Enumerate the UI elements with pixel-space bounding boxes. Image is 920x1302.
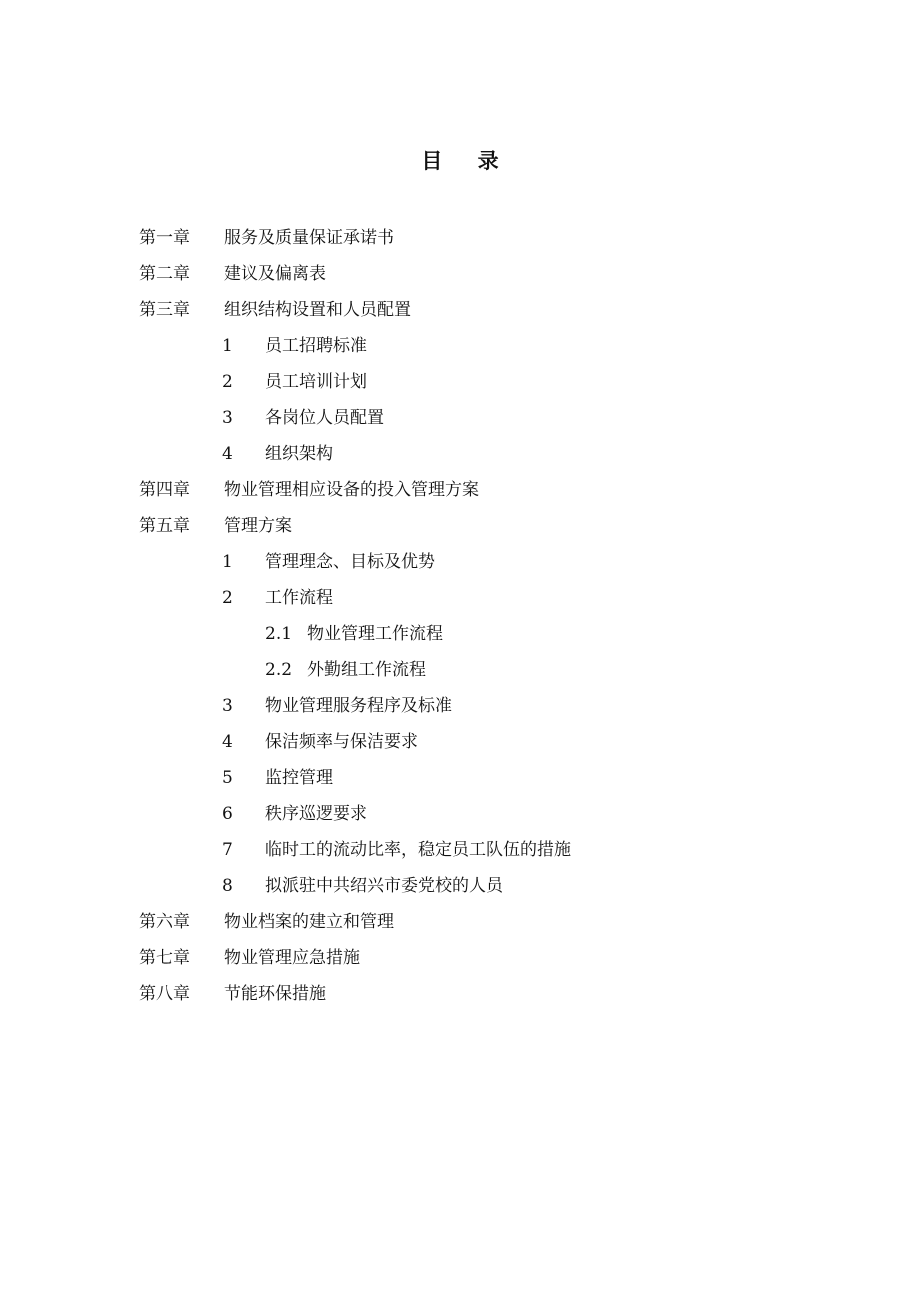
toc-entry-number: 8 [222, 876, 233, 896]
toc-entry-number: 2.2 [265, 660, 293, 680]
toc-entry-number: 5 [222, 768, 233, 788]
toc-entry-chapter [0, 474, 920, 510]
toc-entry-number: 4 [222, 732, 233, 752]
toc-entry-label: 组织结构设置和人员配置 [224, 300, 411, 320]
toc-entry-number: 4 [222, 444, 233, 464]
toc-entry-section [0, 366, 920, 402]
toc-entry-number: 3 [222, 696, 233, 716]
toc-entry-label: 管理理念、目标及优势 [265, 552, 435, 572]
toc-entry-number: 3 [222, 408, 233, 428]
toc-entry-chapter [0, 294, 920, 330]
table-of-contents [0, 222, 920, 1014]
toc-entry-label: 工作流程 [265, 588, 333, 608]
toc-entry-number: 1 [222, 336, 233, 356]
toc-entry-label: 员工培训计划 [265, 372, 367, 392]
toc-entry-label: 物业档案的建立和管理 [224, 912, 394, 932]
toc-entry-label: 临时工的流动比率，稳定员工队伍的措施 [265, 840, 571, 860]
toc-entry-section [0, 726, 920, 762]
toc-entry-number: 第八章 [139, 984, 190, 1004]
toc-entry-number: 第五章 [139, 516, 190, 536]
toc-entry-label: 物业管理工作流程 [307, 624, 443, 644]
toc-entry-label: 外勤组工作流程 [307, 660, 426, 680]
toc-entry-section [0, 582, 920, 618]
toc-entry-label: 服务及质量保证承诺书 [224, 228, 394, 248]
toc-entry-number: 2 [222, 372, 233, 392]
toc-entry-sub [0, 654, 920, 690]
toc-entry-chapter [0, 978, 920, 1014]
toc-entry-label: 物业管理应急措施 [224, 948, 360, 968]
toc-entry-number: 第六章 [139, 912, 190, 932]
toc-entry-number: 第一章 [139, 228, 190, 248]
page-title: 目 录 [421, 149, 513, 173]
toc-entry-section [0, 798, 920, 834]
toc-entry-number: 7 [222, 840, 233, 860]
toc-entry-number: 第七章 [139, 948, 190, 968]
toc-entry-label: 监控管理 [265, 768, 333, 788]
toc-entry-section [0, 762, 920, 798]
toc-entry-label: 建议及偏离表 [224, 264, 326, 284]
toc-entry-label: 组织架构 [265, 444, 333, 464]
toc-entry-section [0, 438, 920, 474]
toc-entry-label: 拟派驻中共绍兴市委党校的人员 [265, 876, 503, 896]
toc-entry-label: 物业管理相应设备的投入管理方案 [224, 480, 479, 500]
toc-entry-sub [0, 618, 920, 654]
toc-entry-section [0, 870, 920, 906]
toc-entry-number: 第四章 [139, 480, 190, 500]
toc-entry-number: 2.1 [265, 624, 293, 644]
toc-entry-section [0, 402, 920, 438]
toc-entry-chapter [0, 222, 920, 258]
toc-entry-number: 1 [222, 552, 233, 572]
toc-entry-section [0, 834, 920, 870]
toc-entry-number: 2 [222, 588, 233, 608]
toc-entry-chapter [0, 906, 920, 942]
toc-entry-chapter [0, 942, 920, 978]
toc-entry-chapter [0, 258, 920, 294]
toc-entry-label: 物业管理服务程序及标准 [265, 696, 452, 716]
toc-entry-label: 保洁频率与保洁要求 [265, 732, 418, 752]
toc-entry-section [0, 690, 920, 726]
toc-entry-section [0, 330, 920, 366]
toc-entry-section [0, 546, 920, 582]
toc-entry-label: 节能环保措施 [224, 984, 326, 1004]
toc-entry-number: 第三章 [139, 300, 190, 320]
toc-entry-label: 员工招聘标准 [265, 336, 367, 356]
toc-entry-number: 第二章 [139, 264, 190, 284]
toc-entry-number: 6 [222, 804, 233, 824]
toc-entry-label: 管理方案 [224, 516, 292, 536]
toc-entry-label: 各岗位人员配置 [265, 408, 384, 428]
toc-entry-chapter [0, 510, 920, 546]
toc-entry-label: 秩序巡逻要求 [265, 804, 367, 824]
